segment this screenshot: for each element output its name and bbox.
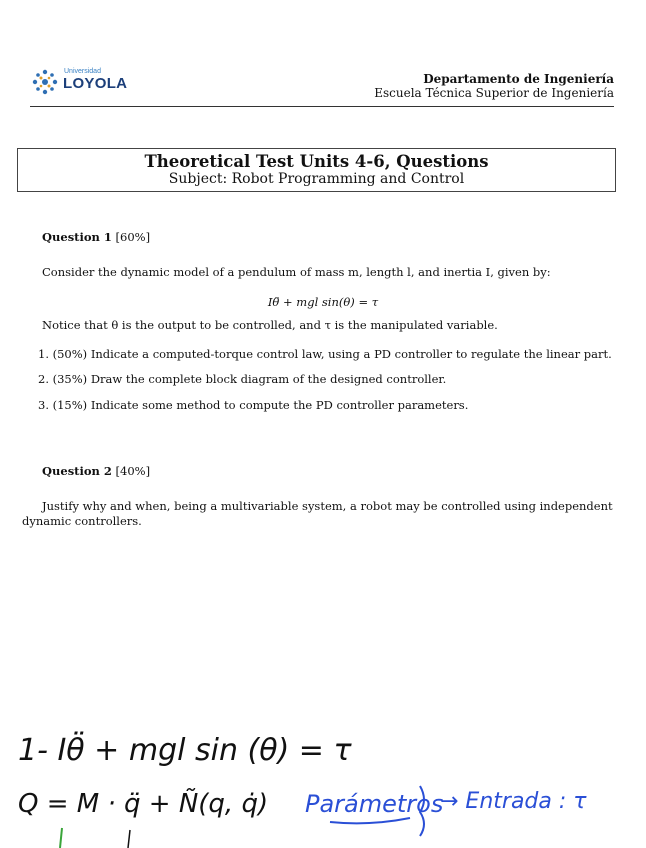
department-name: Departamento de Ingeniería — [423, 72, 614, 86]
test-title: Theoretical Test Units 4-6, Questions — [144, 152, 489, 171]
school-name: Escuela Técnica Superior de Ingeniería — [374, 86, 614, 100]
logo-subtitle: Universidad — [64, 68, 101, 75]
question-2-text-line2: dynamic controllers. — [22, 514, 142, 528]
title-box — [17, 148, 616, 192]
question-2-text-line1: Justify why and when, being a multivariable system, a robot may be controlled using independent — [42, 499, 613, 513]
question-1-label: Question 1 — [42, 230, 112, 244]
university-logo — [30, 68, 140, 98]
handwritten-mark — [128, 830, 130, 848]
logo-wordmark: LOYOLA — [63, 75, 128, 92]
question-2-heading — [42, 464, 150, 478]
handwritten-parametros: Parámetros — [305, 790, 444, 818]
question-2-weight: [40%] — [115, 464, 151, 478]
handwritten-entrada: → Entrada : τ — [440, 789, 587, 814]
question-1-heading — [42, 230, 150, 244]
test-subject: Subject: Robot Programming and Control — [168, 171, 465, 187]
handwritten-model: Q = M · q̈ + Ñ(q, q̇) — [18, 789, 269, 819]
question-1-intro: Consider the dynamic model of a pendulum of mass m, length l, and inertia I, given by: — [42, 265, 551, 279]
handwritten-green-mark — [60, 828, 62, 848]
question-1-item: 3. (15%) Indicate some method to compute the PD controller parameters. — [38, 398, 469, 412]
question-1-notice: Notice that θ is the output to be controlled, and τ is the manipulated variable. — [42, 318, 498, 332]
handwritten-underline — [330, 818, 410, 823]
question-1-item: 1. (50%) Indicate a computed-torque control law, using a PD controller to regulate the linear part. — [38, 347, 612, 361]
logo-emblem-icon — [30, 68, 60, 96]
department-header — [374, 72, 614, 100]
pendulum-equation: Iθ̈ + mgl sin(θ) = τ — [267, 295, 379, 309]
question-2-label: Question 2 — [42, 464, 112, 478]
handwritten-equation: 1- Iθ̈ + mgl sin (θ) = τ — [18, 733, 352, 768]
handwritten-notes — [0, 700, 646, 848]
question-1-weight: [60%] — [115, 230, 151, 244]
question-1-item: 2. (35%) Draw the complete block diagram of the designed controller. — [38, 372, 447, 386]
header-rule — [30, 106, 614, 107]
